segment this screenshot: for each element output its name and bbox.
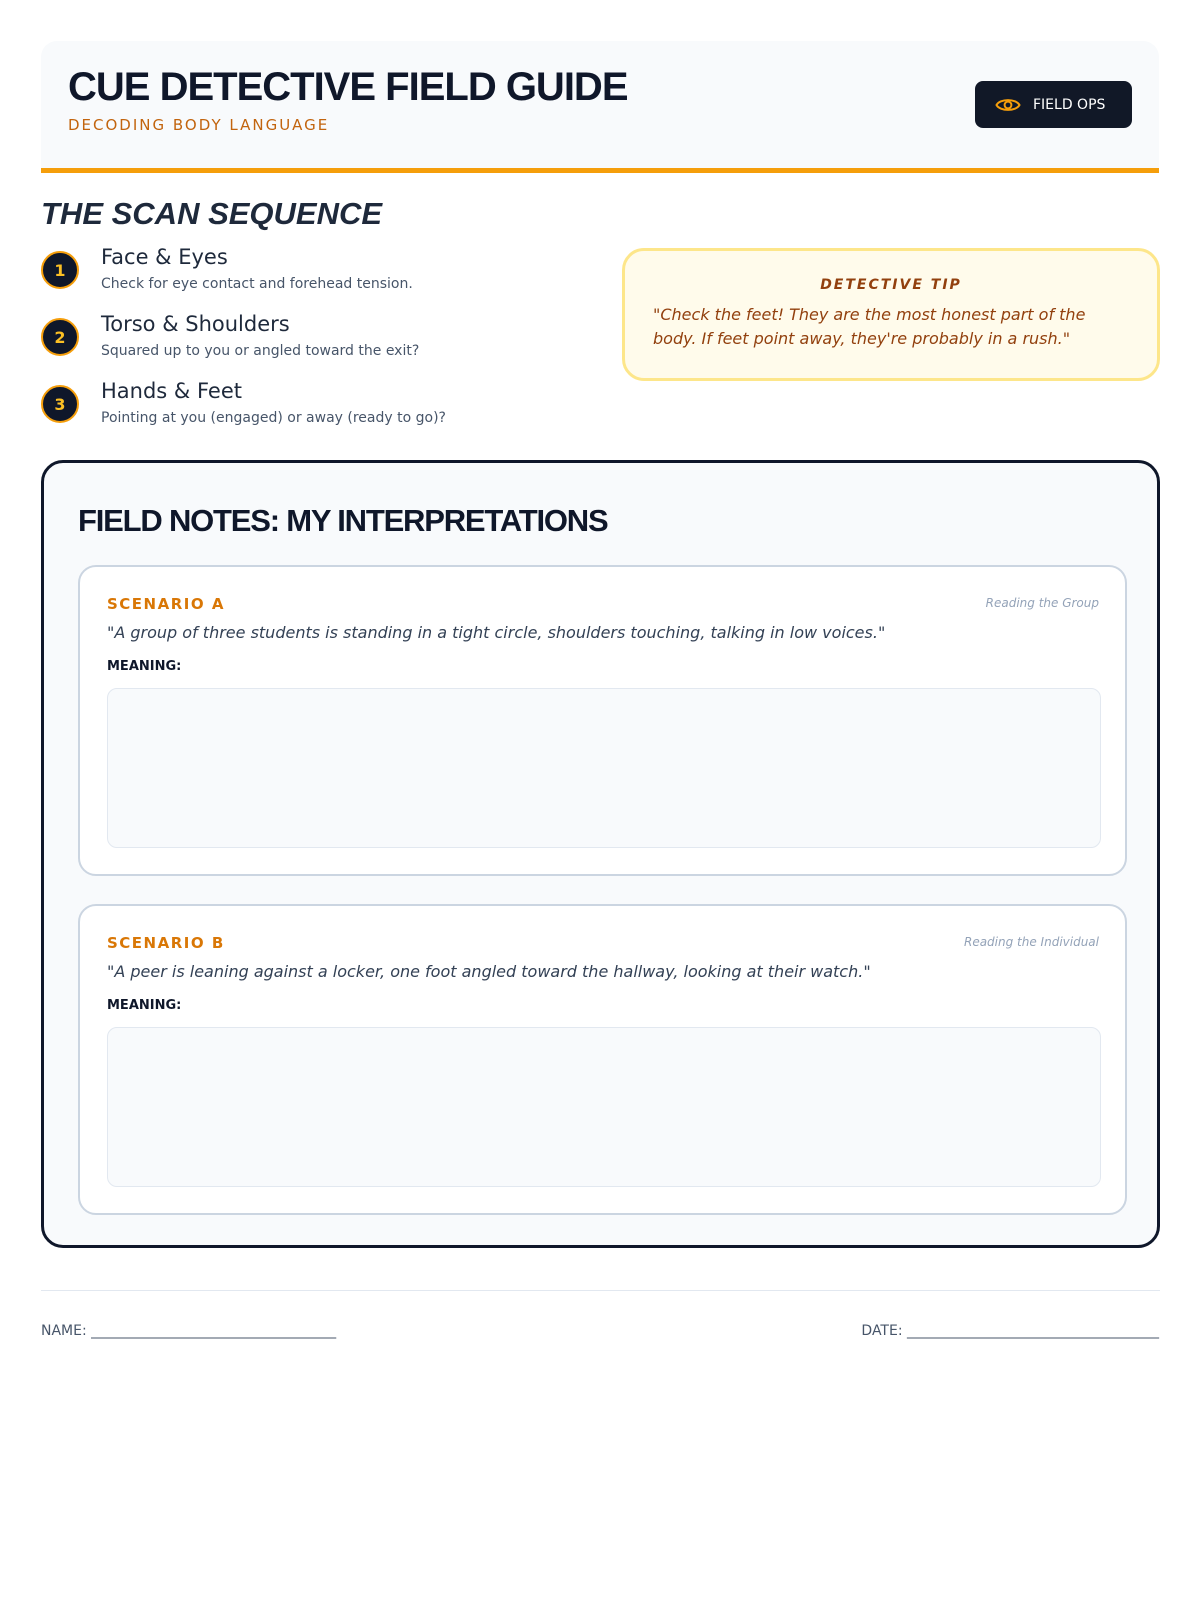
scenario-card-a bbox=[78, 565, 1127, 876]
page-header bbox=[41, 41, 1159, 173]
step-title: Hands & Feet bbox=[101, 379, 242, 403]
scan-steps-list bbox=[41, 247, 601, 448]
scenario-tag: Reading the Group bbox=[985, 596, 1099, 610]
scenario-card-b bbox=[78, 904, 1127, 1215]
meaning-answer-box-b[interactable] bbox=[107, 1027, 1101, 1187]
name-field[interactable]: NAME: ___________________________________ bbox=[41, 1323, 337, 1339]
meaning-label: MEANING: bbox=[107, 659, 182, 674]
step-item bbox=[41, 247, 601, 314]
tip-text: "Check the feet! They are the most honest part of the body. If feet point away, they're probably in a rush." bbox=[653, 305, 1086, 348]
tip-label: DETECTIVE TIP bbox=[820, 277, 962, 293]
scan-sequence-title: THE SCAN SEQUENCE bbox=[41, 196, 383, 231]
eye-icon bbox=[995, 96, 1021, 114]
page-title: CUE DETECTIVE FIELD GUIDE bbox=[68, 65, 628, 109]
scenario-quote: "A peer is leaning against a locker, one foot angled toward the hallway, looking at their watch." bbox=[107, 962, 871, 981]
step-number-badge: 2 bbox=[41, 318, 79, 356]
step-title: Face & Eyes bbox=[101, 245, 228, 269]
scenario-quote: "A group of three students is standing in a tight circle, shoulders touching, talking in low voices." bbox=[107, 623, 886, 642]
step-item bbox=[41, 314, 601, 381]
step-number-badge: 1 bbox=[41, 251, 79, 289]
step-title: Torso & Shoulders bbox=[101, 312, 290, 336]
field-ops-label: FIELD OPS bbox=[1033, 96, 1106, 113]
scenario-tag: Reading the Individual bbox=[963, 935, 1099, 949]
step-number-badge: 3 bbox=[41, 385, 79, 423]
date-field[interactable]: DATE: ____________________________________ bbox=[861, 1323, 1159, 1339]
meaning-label: MEANING: bbox=[107, 998, 182, 1013]
step-item bbox=[41, 381, 601, 448]
step-description: Squared up to you or angled toward the exit? bbox=[101, 343, 420, 359]
step-description: Pointing at you (engaged) or away (ready to go)? bbox=[101, 410, 446, 426]
scenario-label: SCENARIO B bbox=[107, 934, 225, 952]
detective-tip-callout bbox=[622, 248, 1160, 381]
footer-divider bbox=[41, 1290, 1160, 1291]
page-subtitle: DECODING BODY LANGUAGE bbox=[68, 116, 330, 134]
field-notes-title: FIELD NOTES: MY INTERPRETATIONS bbox=[78, 503, 608, 538]
meaning-answer-box-a[interactable] bbox=[107, 688, 1101, 848]
scenario-label: SCENARIO A bbox=[107, 595, 225, 613]
field-notes-panel bbox=[41, 460, 1160, 1248]
step-description: Check for eye contact and forehead tension. bbox=[101, 276, 413, 292]
field-ops-button[interactable] bbox=[975, 81, 1132, 128]
